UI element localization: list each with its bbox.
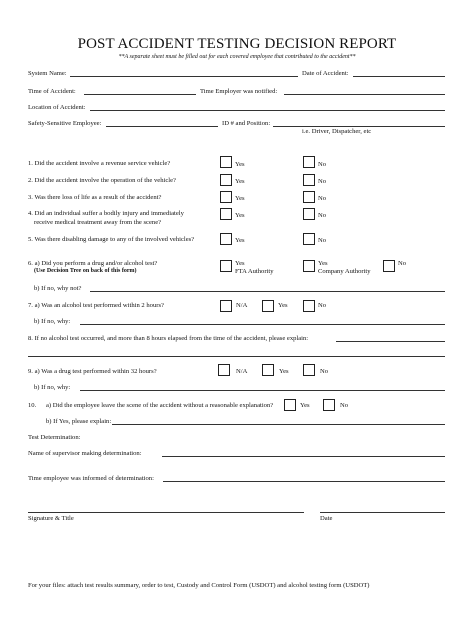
q10-no-label: No <box>340 402 349 409</box>
q1-no-checkbox[interactable] <box>303 156 315 168</box>
q8-field[interactable] <box>336 341 445 342</box>
q3-no-checkbox[interactable] <box>303 191 315 203</box>
footer-note: For your files: attach test results summary, order to test, Custody and Control Form (USDOT) and alcohol testing form (USDOT) <box>28 582 370 589</box>
question-10b: b) If Yes, please explain: <box>46 418 112 425</box>
q9-na-label: N/A <box>236 368 248 375</box>
system-name-label: System Name: <box>28 70 67 77</box>
q2-yes-label: Yes <box>235 178 245 185</box>
safety-sensitive-employee-field[interactable] <box>106 126 218 127</box>
question-4-continued: receive medical treatment away from the scene? <box>34 219 162 226</box>
question-10a: a) Did the employee leave the scene of the accident without a reasonable explanation? <box>46 402 274 409</box>
question-8: 8. If no alcohol test occurred, and more than 8 hours elapsed from the time of the accident, please explain: <box>28 335 309 342</box>
id-position-field[interactable] <box>273 126 445 127</box>
q2-no-checkbox[interactable] <box>303 174 315 186</box>
q10b-field[interactable] <box>112 424 445 425</box>
time-informed-field[interactable] <box>163 481 445 482</box>
q5-no-checkbox[interactable] <box>303 233 315 245</box>
question-9: 9. a) Was a drug test performed within 32 hours? <box>28 368 157 375</box>
q6-yes-company-checkbox[interactable] <box>303 260 315 272</box>
q9-yes-checkbox[interactable] <box>262 364 274 376</box>
q1-yes-label: Yes <box>235 161 245 168</box>
q5-yes-checkbox[interactable] <box>220 233 232 245</box>
page-title: POST ACCIDENT TESTING DECISION REPORT <box>77 36 397 52</box>
q7-yes-checkbox[interactable] <box>262 300 274 312</box>
q7b-field[interactable] <box>80 324 445 325</box>
q3-no-label: No <box>318 195 327 202</box>
safety-sensitive-employee-label: Safety-Sensitive Employee: <box>28 120 102 127</box>
system-name-field[interactable] <box>70 76 298 77</box>
date-label: Date <box>320 515 333 522</box>
q3-yes-checkbox[interactable] <box>220 191 232 203</box>
q2-no-label: No <box>318 178 327 185</box>
q6-no-label: No <box>398 260 407 267</box>
time-employer-notified-field[interactable] <box>284 94 445 95</box>
q6-company-authority-label: Company Authority <box>318 268 371 275</box>
time-informed-label: Time employee was informed of determination: <box>28 475 154 482</box>
signature-label: Signature & Title <box>28 515 74 522</box>
q4-no-label: No <box>318 212 327 219</box>
date-field[interactable] <box>320 512 445 513</box>
question-6-note: (Use Decision Tree on back of this form) <box>34 268 137 274</box>
q10-yes-label: Yes <box>300 402 310 409</box>
date-of-accident-label: Date of Accident: <box>302 70 349 77</box>
q6-fta-authority-label: FTA Authority <box>235 268 274 275</box>
q6-yes-fta-checkbox[interactable] <box>220 260 232 272</box>
q8-field-continued[interactable] <box>28 356 445 357</box>
question-1: 1. Did the accident involve a revenue service vehicle? <box>28 160 171 167</box>
q7-yes-label: Yes <box>278 302 288 309</box>
question-6b: b) If no, why not? <box>34 285 82 292</box>
question-7: 7. a) Was an alcohol test performed within 2 hours? <box>28 302 164 309</box>
time-of-accident-label: Time of Accident: <box>28 88 76 95</box>
q7-na-checkbox[interactable] <box>220 300 232 312</box>
time-employer-notified-label: Time Employer was notified: <box>200 88 278 95</box>
q4-yes-checkbox[interactable] <box>220 208 232 220</box>
question-10-number: 10. <box>28 402 37 409</box>
q1-no-label: No <box>318 161 327 168</box>
q5-no-label: No <box>318 237 327 244</box>
q10-no-checkbox[interactable] <box>323 399 335 411</box>
q9-yes-label: Yes <box>279 368 289 375</box>
page-subtitle: **A separate sheet must be filled out for each covered employee that contributed to the accident** <box>118 54 356 60</box>
q10-yes-checkbox[interactable] <box>284 399 296 411</box>
question-7b: b) If no, why: <box>34 318 71 325</box>
q7-na-label: N/A <box>236 302 248 309</box>
q6-no-checkbox[interactable] <box>383 260 395 272</box>
location-of-accident-label: Location of Accident: <box>28 104 86 111</box>
question-6: 6. a) Did you perform a drug and/or alcohol test? <box>28 260 158 267</box>
question-9b: b) If no, why: <box>34 384 71 391</box>
location-of-accident-field[interactable] <box>90 110 445 111</box>
question-5: 5. Was there disabling damage to any of the involved vehicles? <box>28 236 195 243</box>
test-determination-label: Test Determination: <box>28 434 81 441</box>
q4-no-checkbox[interactable] <box>303 208 315 220</box>
q1-yes-checkbox[interactable] <box>220 156 232 168</box>
q7-no-checkbox[interactable] <box>303 300 315 312</box>
supervisor-field[interactable] <box>162 456 445 457</box>
q3-yes-label: Yes <box>235 195 245 202</box>
q2-yes-checkbox[interactable] <box>220 174 232 186</box>
question-2: 2. Did the accident involve the operation of the vehicle? <box>28 177 176 184</box>
question-3: 3. Was there loss of life as a result of the accident? <box>28 194 162 201</box>
q9b-field[interactable] <box>80 390 445 391</box>
q4-yes-label: Yes <box>235 212 245 219</box>
time-of-accident-field[interactable] <box>84 94 196 95</box>
q6b-field[interactable] <box>90 291 445 292</box>
id-position-label: ID # and Position: <box>222 120 271 127</box>
q9-no-checkbox[interactable] <box>303 364 315 376</box>
q5-yes-label: Yes <box>235 237 245 244</box>
signature-field[interactable] <box>28 512 304 513</box>
date-of-accident-field[interactable] <box>353 76 445 77</box>
q9-no-label: No <box>320 368 329 375</box>
question-4: 4. Did an individual suffer a bodily injury and immediately <box>28 210 184 217</box>
id-position-hint: i.e. Driver, Dispatcher, etc <box>302 128 372 135</box>
q6-yes-label: Yes <box>235 260 245 267</box>
q6-yes-company-label: Yes <box>318 260 328 267</box>
supervisor-label: Name of supervisor making determination: <box>28 450 142 457</box>
q9-na-checkbox[interactable] <box>218 364 230 376</box>
q7-no-label: No <box>318 302 327 309</box>
